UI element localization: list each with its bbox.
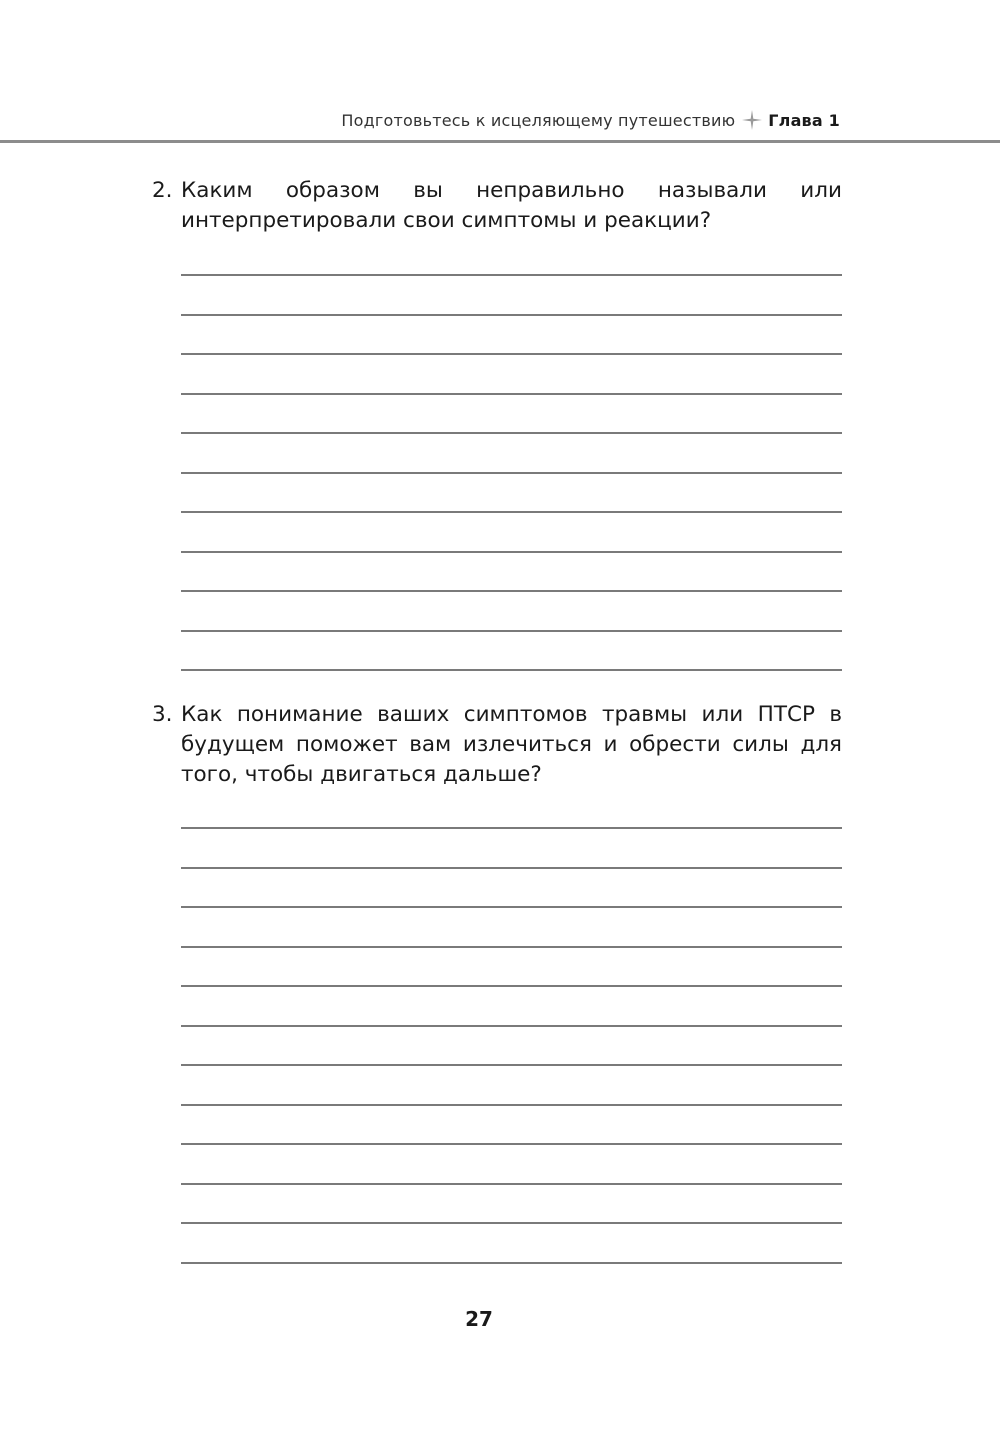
sparkle-icon xyxy=(741,109,763,131)
question-3 xyxy=(152,700,842,790)
answer-line[interactable] xyxy=(181,867,842,869)
chapter-label: Глава 1 xyxy=(768,110,840,130)
answer-line[interactable] xyxy=(181,985,842,987)
page-number: 27 xyxy=(465,1307,493,1331)
answer-line[interactable] xyxy=(181,393,842,395)
question-text: Как понимание ваших симптомов травмы или ПТСР в будущем поможет вам излечиться и обрести силы для того, чтобы двигаться дальше? xyxy=(181,702,842,787)
answer-line[interactable] xyxy=(181,827,842,829)
answer-line[interactable] xyxy=(181,1222,842,1224)
answer-line[interactable] xyxy=(181,1104,842,1106)
answer-line[interactable] xyxy=(181,511,842,513)
answer-line[interactable] xyxy=(181,630,842,632)
answer-line[interactable] xyxy=(181,1025,842,1027)
answer-line[interactable] xyxy=(181,1143,842,1145)
answer-line[interactable] xyxy=(181,590,842,592)
section-title: Подготовьтесь к исцеляющему путешествию xyxy=(341,110,736,130)
answer-line[interactable] xyxy=(181,946,842,948)
answer-line[interactable] xyxy=(181,314,842,316)
answer-line[interactable] xyxy=(181,432,842,434)
answer-line[interactable] xyxy=(181,1262,842,1264)
question-number: 2. xyxy=(152,178,173,203)
answer-line[interactable] xyxy=(181,353,842,355)
question-number: 3. xyxy=(152,702,173,727)
answer-line[interactable] xyxy=(181,1064,842,1066)
answer-line[interactable] xyxy=(181,472,842,474)
answer-line[interactable] xyxy=(181,274,842,276)
answer-line[interactable] xyxy=(181,1183,842,1185)
running-header xyxy=(341,109,840,131)
answer-line[interactable] xyxy=(181,551,842,553)
answer-line[interactable] xyxy=(181,906,842,908)
question-2 xyxy=(152,176,842,236)
header-rule xyxy=(0,140,1000,143)
answer-line[interactable] xyxy=(181,669,842,671)
question-text: Каким образом вы неправильно называли или интерпретировали свои симптомы и реакции? xyxy=(181,178,842,233)
